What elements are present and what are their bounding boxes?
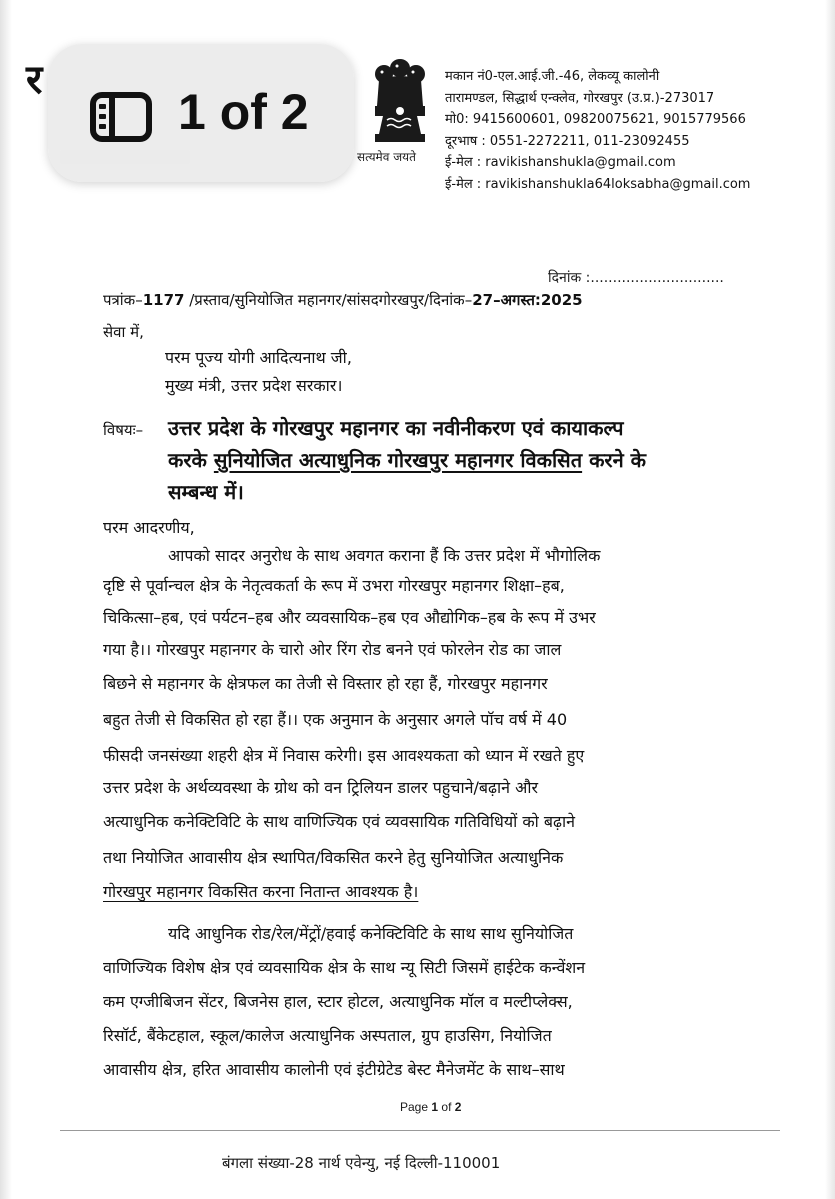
national-emblem-icon: [365, 54, 435, 149]
reference-number: 1177: [142, 291, 185, 309]
footer-address: बंगला संख्या-28 नार्थ एवेन्यु, नई दिल्ली-110001: [222, 1154, 501, 1172]
body-line: आवासीय क्षेत्र, हरित आवासीय कालोनी एवं इंटीग्रेटेड बेस्ट मैनेजमेंट के साथ–साथ: [103, 1060, 565, 1079]
body-line: कम एग्जीबिजन सेंटर, बिजनेस हाल, स्टार होटल, अत्याधुनिक मॉल व मल्टीप्लेक्स,: [103, 992, 573, 1011]
page-total: 2: [454, 1100, 462, 1114]
body-line: वाणिज्यिक विशेष क्षेत्र एवं व्यवसायिक क्षेत्र के साथ न्यू सिटी जिसमें हाईटेक कन्वेंशन: [103, 958, 586, 977]
page-counter-pill[interactable]: [48, 44, 354, 182]
subject-label: विषयः–: [103, 421, 144, 439]
date-field: दिनांक :..............................: [548, 270, 724, 286]
body-line: फीसदी जनसंख्या शहरी क्षेत्र में निवास करेगी। इस आवश्यकता को ध्यान में रखते हुए: [103, 746, 585, 765]
reference-line: [103, 290, 583, 310]
reference-path: /प्रस्ताव/सुनियोजित महानगर/सांसदगोरखपुर/दिनांक–: [184, 291, 473, 309]
address-line: मकान नं0-एल.आई.जी.-46, लेकव्यू कालोनी: [445, 69, 660, 84]
emblem-motto: सत्यमेव जयते: [357, 150, 416, 164]
reference-date: 27–अगस्त:2025: [472, 291, 583, 309]
telephone-line: दूरभाष : 0551-2272211, 011-23092455: [445, 133, 690, 149]
page-number-footer: [400, 1100, 461, 1114]
body-line: यदि आधुनिक रोड/रेल/मेंट्रों/हवाई कनेक्टिविटि के साथ साथ सुनियोजित: [168, 924, 574, 943]
email-line: ई-मेल : ravikishanshukla@gmail.com: [445, 155, 676, 170]
body-line: रिसॉर्ट, बैंकेटहाल, स्कूल/कालेज अत्याधुनिक अस्पताल, ग्रुप हाउसिग, नियोजित: [103, 1026, 552, 1045]
greeting: परम आदरणीय,: [103, 518, 195, 537]
reference-prefix: पत्रांक–: [103, 291, 143, 309]
body-line: चिकित्सा–हब, एवं पर्यटन–हब और व्यवसायिक–हब एव औद्योगिक–हब के रूप में उभर: [103, 608, 596, 627]
subject-line-3: सम्बन्ध में।: [168, 480, 244, 504]
email-line: ई-मेल : ravikishanshukla64loksabha@gmail.com: [445, 176, 751, 192]
document-pages-icon: [90, 92, 152, 142]
recipient-title: मुख्य मंत्री, उत्तर प्रदेश सरकार।: [165, 376, 343, 395]
body-line: अत्याधुनिक कनेक्टिविटि के साथ वाणिज्यिक एवं व्यवसायिक गतिविधियों को बढ़ाने: [103, 812, 576, 831]
recipient-name: परम पूज्य योगी आदित्यनाथ जी,: [165, 348, 352, 367]
letterhead-name-fragment: र: [26, 57, 44, 103]
page-edge-right: [825, 0, 835, 1199]
body-line: गोरखपुर महानगर विकसित करना नितान्त आवश्यक है।: [103, 882, 419, 901]
body-line: गया है।। गोरखपुर महानगर के चारो ओर रिंग रोड बनने एवं फोरलेन रोड का जाल: [103, 640, 562, 659]
page-counter-text: 1 of 2: [178, 84, 309, 140]
body-line: बिछने से महानगर के क्षेत्रफल का तेजी से विस्तार हो रहा हैं, गोरखपुर महानगर: [103, 674, 548, 693]
body-line: तथा नियोजित आवासीय क्षेत्र स्थापित/विकसित करने हेतु सुनियोजित अत्याधुनिक: [103, 848, 564, 867]
body-line: दृष्टि से पूर्वान्चल क्षेत्र के नेतृत्वकर्ता के रूप में उभरा गोरखपुर महानगर शिक्षा–हब,: [103, 576, 565, 595]
body-line: आपको सादर अनुरोध के साथ अवगत कराना हैं कि उत्तर प्रदेश में भौगोलिक: [168, 546, 601, 565]
salutation-to: सेवा में,: [103, 323, 144, 341]
subject-line-1: उत्तर प्रदेश के गोरखपुर महानगर का नवीनीकरण एवं कायाकल्प: [168, 416, 624, 440]
subject-line-2: [168, 446, 646, 473]
page-label: Page: [400, 1100, 429, 1114]
subject-suffix: करने के: [582, 448, 647, 472]
page-num: 1: [431, 1100, 439, 1114]
subject-underlined: सुनियोजित अत्याधुनिक गोरखपुर महानगर विकसित: [213, 448, 583, 472]
body-line: उत्तर प्रदेश के अर्थव्यवस्था के ग्रोथ को वन ट्रिलियन डालर पहुचाने/बढ़ाने और: [103, 778, 539, 797]
page-edge-left: [0, 0, 12, 1199]
address-line: तारामण्डल, सिद्धार्थ एन्क्लेव, गोरखपुर (उ.प्र.)-273017: [445, 90, 715, 106]
phone-line: मो0: 9415600601, 09820075621, 9015779566: [445, 112, 746, 127]
letterhead-address: [445, 66, 750, 195]
page-of: of: [441, 1100, 452, 1114]
footer-divider: [60, 1130, 780, 1131]
subject-prefix: करके: [168, 448, 214, 472]
body-line: बहुत तेजी से विकसित हो रहा हैं।। एक अनुमान के अनुसार अगले पॉच वर्ष में 40: [103, 710, 568, 729]
